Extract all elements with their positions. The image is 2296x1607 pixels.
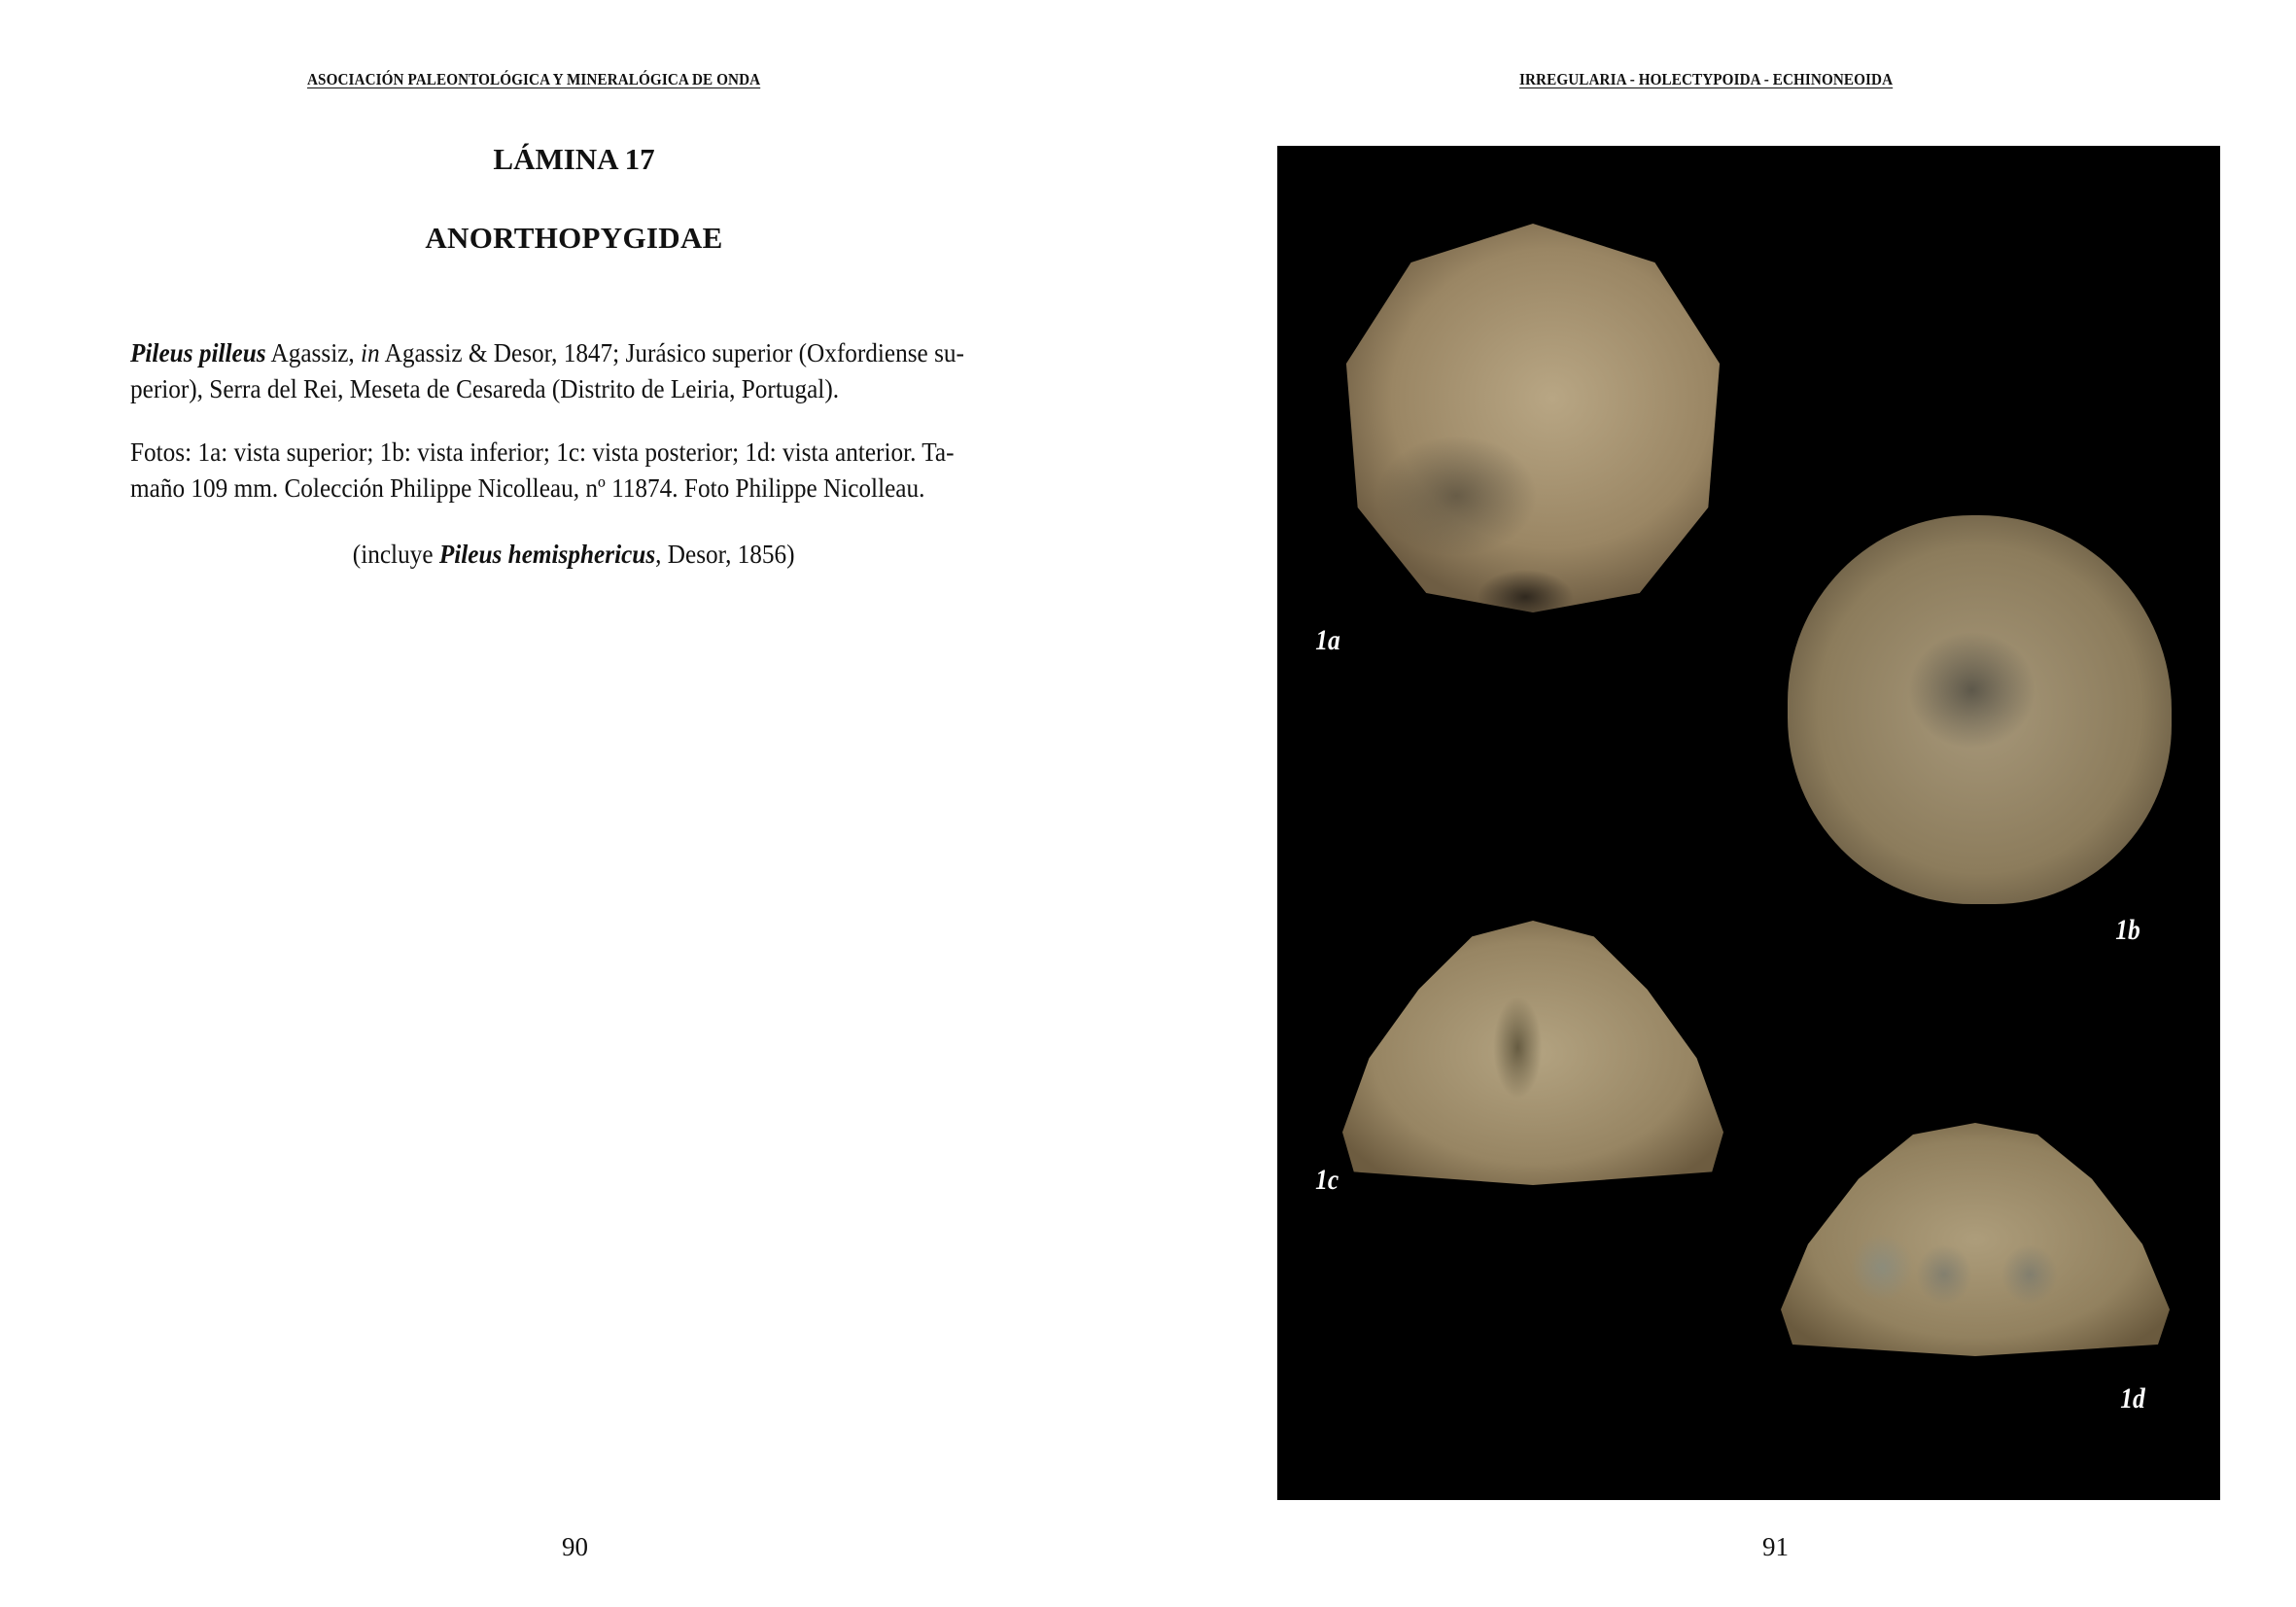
specimen-1b-image [1788, 515, 2172, 904]
family-title: ANORTHOPYGIDAE [425, 221, 723, 255]
species-description [130, 335, 1102, 407]
right-page [1148, 0, 2296, 1607]
description-line-2: perior), Serra del Rei, Meseta de Cesareda (Distrito de Leiria, Portugal). [130, 374, 840, 403]
figure-label-1a: 1a [1315, 624, 1340, 656]
specimen-photo-plate [1277, 146, 2220, 1500]
species-name: Pileus pilleus [130, 338, 266, 367]
page-number-left: 90 [562, 1532, 588, 1561]
figure-label-1b: 1b [2115, 914, 2140, 946]
description-line-1: Pileus pilleus Agassiz, in Agassiz & Desor, 1847; Jurásico superior (Oxfordiense su- [130, 338, 964, 367]
includes-note: (incluye Pileus hemisphericus, Desor, 1856) [353, 540, 795, 569]
specimen-1c-image [1342, 921, 1723, 1185]
specimen-1a-image [1342, 224, 1723, 612]
photos-line-1: Fotos: 1a: vista superior; 1b: vista inferior; 1c: vista posterior; 1d: vista anterior. Ta- [130, 437, 955, 467]
running-head-left: ASOCIACIÓN PALEONTOLÓGICA Y MINERALÓGICA DE ONDA [307, 70, 761, 88]
running-head-right: IRREGULARIA - HOLECTYPOIDA - ECHINONEOIDA [1519, 70, 1894, 88]
page-number-right: 91 [1762, 1532, 1789, 1561]
figure-label-1c: 1c [1315, 1164, 1339, 1196]
synonym-species: Pileus hemisphericus [439, 540, 656, 569]
specimen-1d-image [1781, 1123, 2170, 1356]
photos-caption [130, 435, 1102, 507]
plate-title: LÁMINA 17 [493, 142, 655, 176]
figure-label-1d: 1d [2120, 1382, 2145, 1415]
photos-line-2: maño 109 mm. Colección Philippe Nicolleau, nº 11874. Foto Philippe Nicolleau. [130, 473, 925, 503]
